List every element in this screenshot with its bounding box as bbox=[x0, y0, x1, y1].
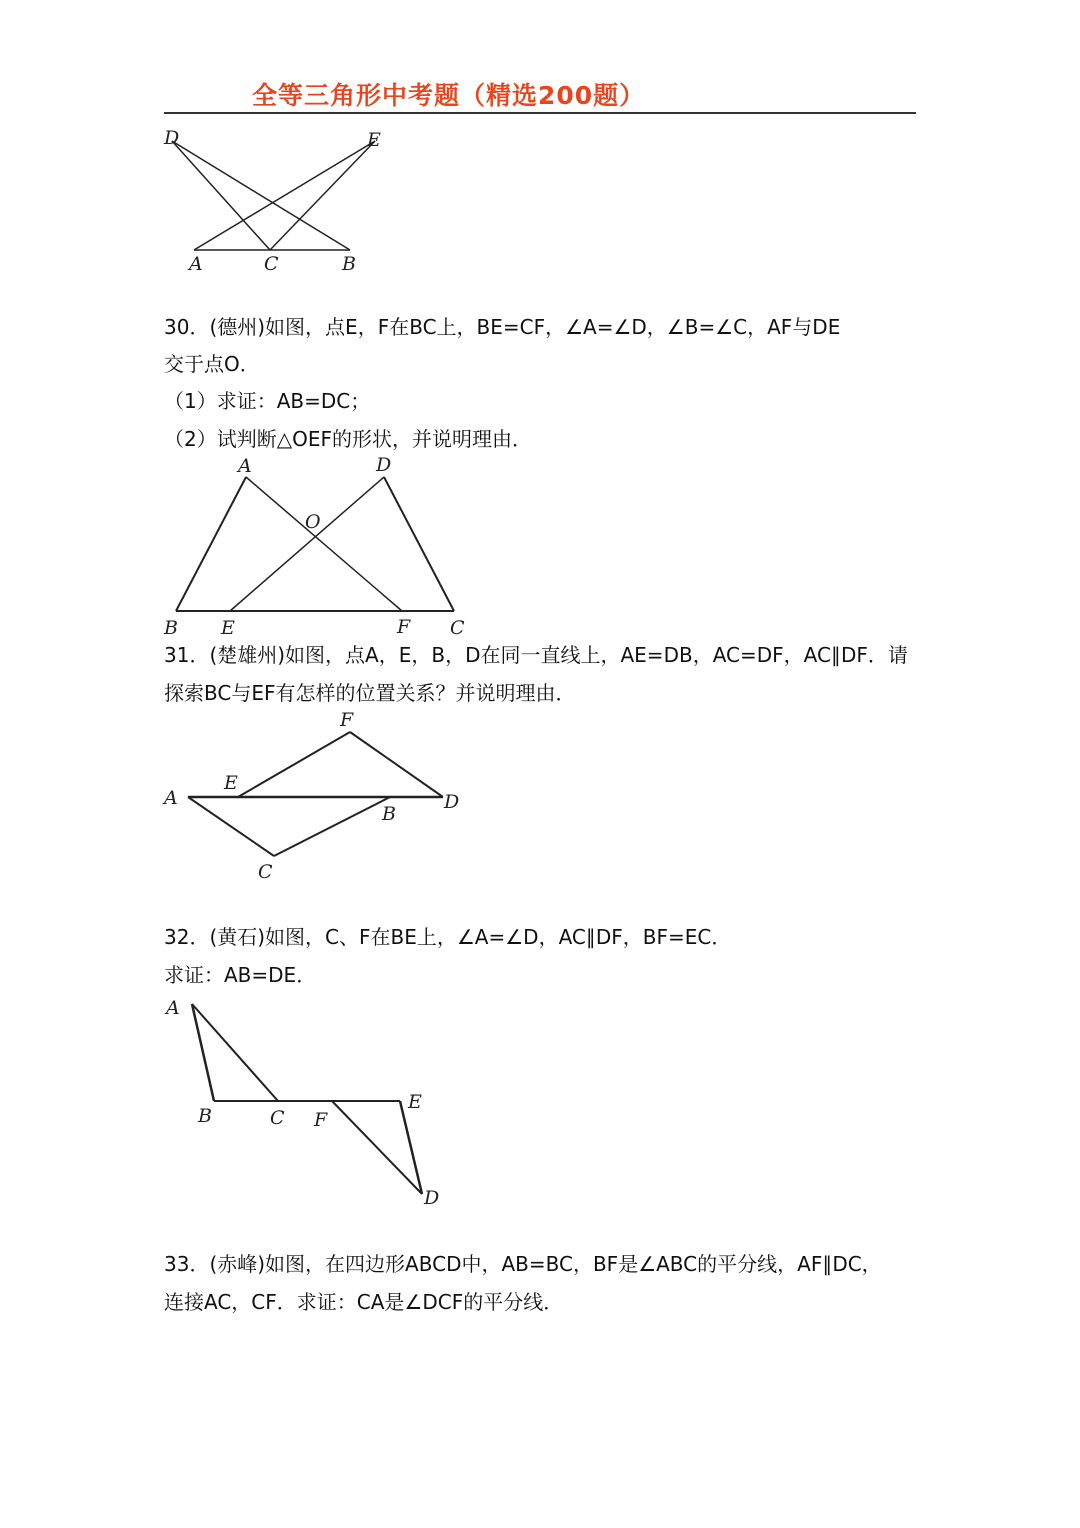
segment-F-D bbox=[332, 1101, 422, 1194]
segment-E-F bbox=[238, 732, 350, 797]
segment-E-D bbox=[400, 1101, 422, 1194]
label-C: C bbox=[264, 253, 279, 275]
figure-29 bbox=[160, 126, 400, 276]
figure-32-svg bbox=[160, 990, 460, 1215]
header-divider bbox=[164, 112, 916, 114]
problem-33-line-2: 连接AC，CF．求证：CA是∠DCF的平分线． bbox=[164, 1290, 564, 1314]
segment-A-B bbox=[192, 1004, 214, 1101]
segment-E-D bbox=[230, 477, 384, 611]
problem-30-part-2: （2）试判断△OEF的形状，并说明理由． bbox=[164, 427, 532, 451]
label-C: C bbox=[258, 861, 273, 883]
label-A: A bbox=[238, 455, 252, 477]
segment-F-D bbox=[350, 732, 443, 797]
figure-32 bbox=[160, 990, 460, 1215]
label-E: E bbox=[408, 1091, 422, 1113]
figure-31 bbox=[160, 704, 480, 889]
problem-33-line-1: 33．(赤峰)如图，在四边形ABCD中，AB=BC，BF是∠ABC的平分线，AF∥DC， bbox=[164, 1252, 882, 1276]
problem-32-line-1: 32．(黄石)如图，C、F在BE上，∠A=∠D，AC∥DF，BF=EC． bbox=[164, 925, 732, 949]
label-D: D bbox=[376, 454, 392, 476]
label-E: E bbox=[221, 617, 235, 639]
page-header-title: 全等三角形中考题（精选200题） bbox=[252, 81, 646, 110]
figure-30 bbox=[160, 452, 480, 642]
label-B: B bbox=[382, 803, 396, 825]
label-C: C bbox=[450, 617, 465, 639]
segment-C-B bbox=[274, 797, 390, 856]
figure-31-svg bbox=[160, 704, 480, 889]
problem-31-line-1: 31．(楚雄州)如图，点A，E，B，D在同一直线上，AE=DB，AC=DF，AC∥DF．请 bbox=[164, 643, 908, 667]
label-E: E bbox=[224, 772, 238, 794]
label-A: A bbox=[189, 253, 203, 275]
label-F: F bbox=[397, 616, 411, 638]
label-F: F bbox=[314, 1109, 328, 1131]
figure-29-svg bbox=[160, 126, 400, 276]
problem-30-line-1: 30．(德州)如图，点E，F在BC上，BE=CF，∠A=∠D，∠B=∠C，AF与DE bbox=[164, 315, 841, 339]
label-D: D bbox=[424, 1187, 440, 1209]
segment-A-C bbox=[192, 1004, 278, 1101]
label-O: O bbox=[305, 511, 321, 533]
label-A: A bbox=[164, 787, 178, 809]
problem-32-line-2: 求证：AB=DE． bbox=[164, 963, 317, 987]
segment-A-C bbox=[188, 797, 274, 856]
segment-D-C bbox=[384, 477, 454, 611]
problem-30-part-1: （1）求证：AB=DC； bbox=[164, 389, 371, 413]
segment-B-A bbox=[176, 477, 246, 611]
label-B: B bbox=[198, 1105, 212, 1127]
problem-31-line-2: 探索BC与EF有怎样的位置关系？并说明理由． bbox=[164, 681, 576, 705]
figure-30-svg bbox=[160, 452, 480, 642]
label-C: C bbox=[270, 1107, 285, 1129]
label-A: A bbox=[166, 997, 180, 1019]
segment-A-F bbox=[246, 477, 402, 611]
problem-30-line-2: 交于点O． bbox=[164, 352, 260, 376]
label-F: F bbox=[340, 709, 354, 731]
label-E: E bbox=[367, 129, 381, 151]
label-D: D bbox=[164, 127, 180, 149]
label-B: B bbox=[164, 617, 178, 639]
label-D: D bbox=[444, 791, 460, 813]
label-B: B bbox=[342, 253, 356, 275]
